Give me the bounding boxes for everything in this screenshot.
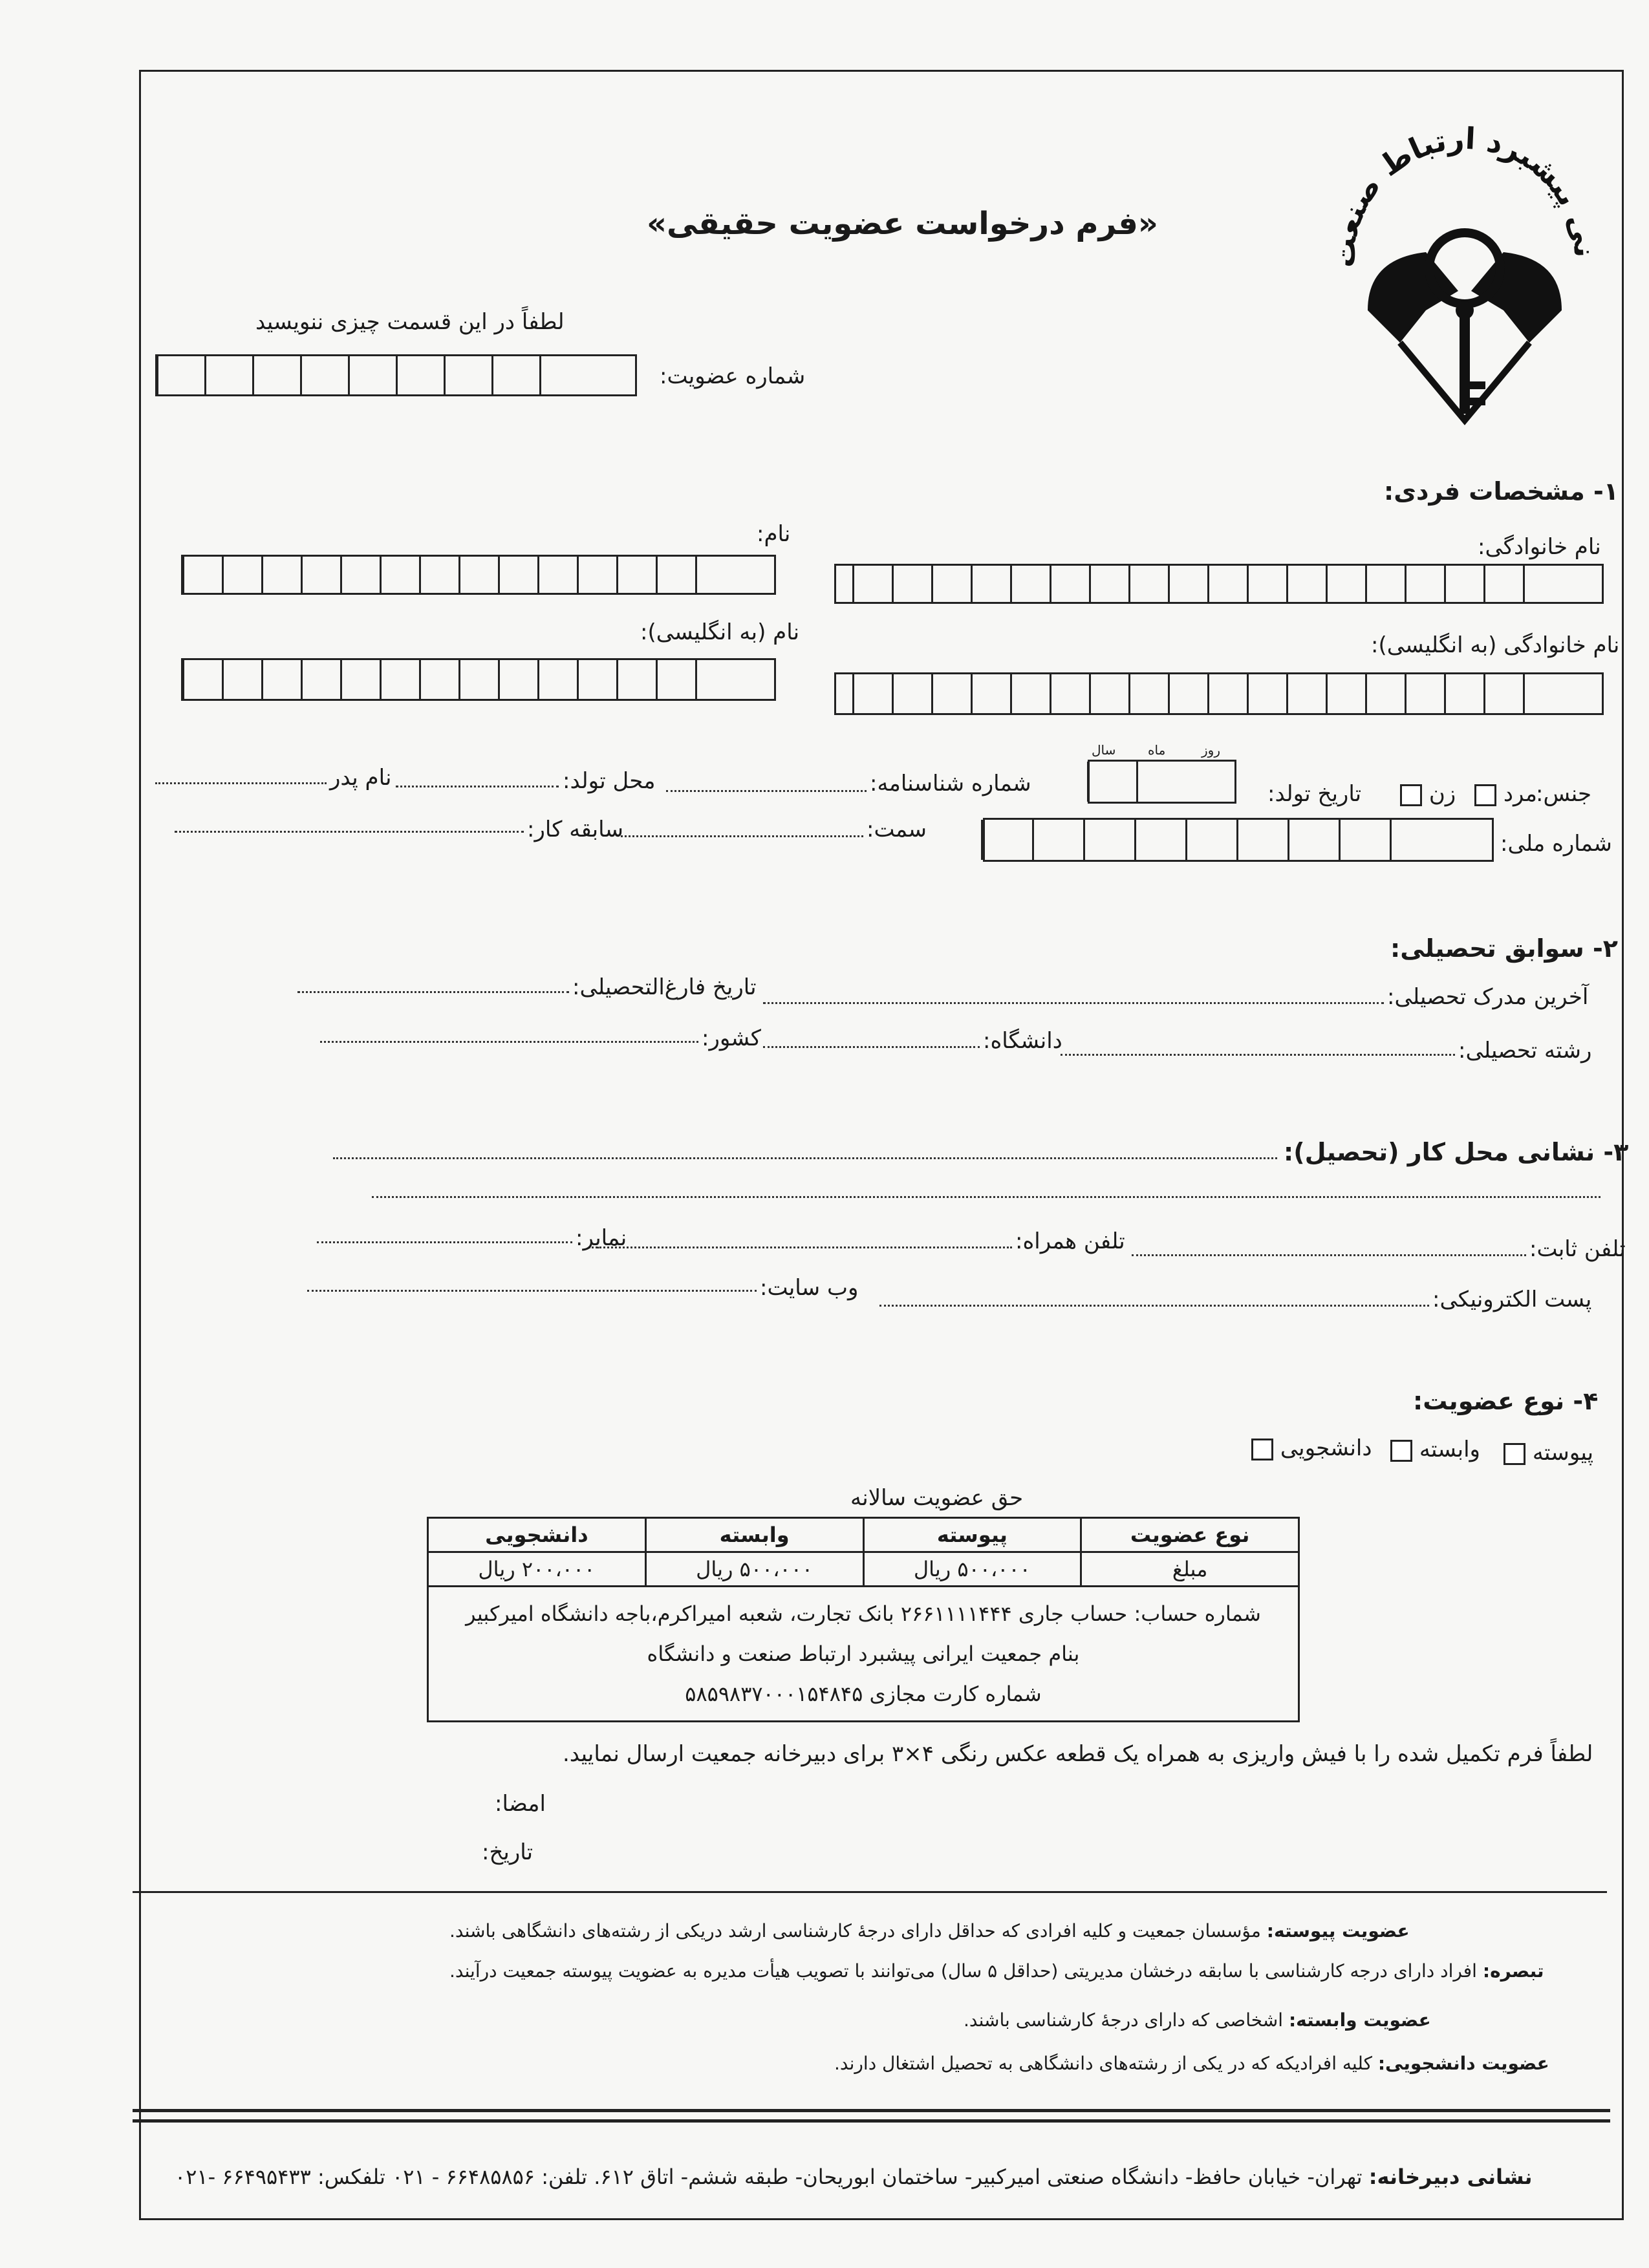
definition-text: مؤسسان جمعیت و کلیه افرادی که حداقل دارای درجهٔ کارشناسی ارشد دریکی از رشته‌های دانشگاهی باشند. xyxy=(449,1920,1261,1942)
address-line1[interactable] xyxy=(333,1157,1277,1159)
footer-divider-1 xyxy=(133,2109,1610,2112)
header-full: پیوسته xyxy=(863,1518,1081,1552)
assoc-member-checkbox[interactable] xyxy=(1390,1440,1412,1462)
svg-text:جمعیت ایرانی پیشبرد ارتباط صنع: نی پیشبرد ارتباط صنعت xyxy=(1329,120,1600,269)
footer-label: نشانی دبیرخانه: xyxy=(1368,2165,1533,2189)
definition-note xyxy=(449,1960,1544,1982)
definition-term: عضویت دانشجویی: xyxy=(1377,2053,1549,2074)
last-name-en-boxes[interactable] xyxy=(834,672,1604,715)
section4-title: ۴- نوع عضویت: xyxy=(1413,1387,1599,1415)
gender-label: جنس: xyxy=(1536,781,1592,807)
definition-text: اشخاصی که دارای درجهٔ کارشناسی باشند. xyxy=(964,2009,1284,2031)
header-membership-type: نوع عضویت xyxy=(1081,1518,1299,1552)
mobile-label: تلفن همراه: xyxy=(1015,1228,1125,1254)
email-field[interactable] xyxy=(879,1305,1429,1307)
definition-term: عضویت وابسته: xyxy=(1288,2009,1431,2031)
definition-full xyxy=(449,1920,1410,1942)
fax-label: نمابر: xyxy=(576,1225,627,1251)
fee-caption: حق عضویت سالانه xyxy=(850,1485,1024,1511)
header-assoc: وابسته xyxy=(645,1518,863,1552)
female-label: زن xyxy=(1428,781,1456,807)
website-label: وب سایت: xyxy=(760,1275,859,1301)
university-label: دانشگاه: xyxy=(983,1028,1062,1054)
year-label: سال xyxy=(1092,742,1116,758)
submission-note: لطفاً فرم تکمیل شده را با فیش واریزی به همراه یک قطعه عکس رنگی ۴×۳ برای دبیرخانه جمعیت ارسال نمایید. xyxy=(563,1741,1593,1767)
definition-text: افراد دارای درجه کارشناسی با سابقه درخشان مدیریتی (حداقل ۵ سال) می‌توانند با تصویب هیأت مدیره به عضویت پیوسته جمعیت درآیند. xyxy=(449,1960,1477,1982)
fee-table xyxy=(427,1517,1300,1722)
work-history-label: سابقه کار: xyxy=(527,817,623,842)
university-field[interactable] xyxy=(763,1046,980,1048)
account-line2: بنام جمعیت ایرانی پیشبرد ارتباط صنعت و دانشگاه xyxy=(647,1642,1080,1666)
last-degree-field[interactable] xyxy=(763,1002,1384,1004)
first-name-en-label: نام (به انگلیسی): xyxy=(640,619,800,645)
account-line3: شماره کارت مجازی ۵۸۵۹۸۳۷۰۰۰۱۵۴۸۴۵ xyxy=(685,1682,1042,1706)
membership-no-boxes[interactable] xyxy=(155,354,637,396)
male-checkbox[interactable] xyxy=(1474,784,1496,806)
student-member-label: دانشجویی xyxy=(1280,1435,1372,1461)
student-member-checkbox[interactable] xyxy=(1251,1439,1273,1460)
female-option[interactable] xyxy=(1400,781,1456,807)
email-label: پست الکترونیکی: xyxy=(1432,1287,1592,1312)
definition-student xyxy=(834,2053,1549,2074)
field-field[interactable] xyxy=(1061,1054,1455,1056)
fax-field[interactable] xyxy=(317,1241,572,1243)
section2-title: ۲- سوابق تحصیلی: xyxy=(1390,934,1618,963)
field-label: رشته تحصیلی: xyxy=(1458,1038,1592,1064)
date-label: تاریخ: xyxy=(482,1839,534,1865)
definition-text: کلیه افرادیکه که در یکی از رشته‌های دانشگاهی به تحصیل اشتغال دارند. xyxy=(834,2053,1372,2074)
full-member-label: پیوسته xyxy=(1532,1440,1594,1466)
first-name-en-boxes[interactable] xyxy=(181,658,776,701)
divider xyxy=(133,1891,1607,1893)
last-degree-label: آخرین مدرک تحصیلی: xyxy=(1387,984,1589,1010)
id-no-label: شماره شناسنامه: xyxy=(870,771,1031,797)
assoc-member-label: وابسته xyxy=(1419,1437,1480,1462)
birth-place-label: محل تولد: xyxy=(563,768,656,794)
phone-label: تلفن ثابت: xyxy=(1529,1236,1626,1262)
table-row xyxy=(428,1518,1299,1552)
first-name-boxes[interactable] xyxy=(181,555,776,595)
work-history-field[interactable] xyxy=(175,831,524,833)
org-logo xyxy=(1329,97,1600,433)
national-id-label: شماره ملی: xyxy=(1500,831,1612,857)
last-name-boxes[interactable] xyxy=(834,564,1604,604)
father-name-field[interactable] xyxy=(155,782,327,784)
account-info xyxy=(428,1587,1299,1722)
male-label: مرد xyxy=(1503,781,1537,807)
id-no-field[interactable] xyxy=(666,790,867,792)
fee-assoc: ۵۰۰،۰۰۰ ریال xyxy=(645,1552,863,1587)
row-label: مبلغ xyxy=(1081,1552,1299,1587)
student-member-option[interactable] xyxy=(1251,1435,1372,1461)
full-member-option[interactable] xyxy=(1503,1440,1593,1466)
first-name-label: نام: xyxy=(757,521,791,547)
father-name-label: نام پدر xyxy=(330,765,392,791)
birth-date-label: تاریخ تولد: xyxy=(1267,781,1362,807)
office-note: لطفاً در این قسمت چیزی ننویسید xyxy=(255,309,565,335)
footer-divider-2 xyxy=(133,2119,1610,2123)
footer-address xyxy=(175,2165,1533,2189)
signature-label: امضا: xyxy=(495,1791,546,1817)
grad-date-label: تاریخ فارغ‌التحصیلی: xyxy=(572,974,757,1000)
table-row xyxy=(428,1552,1299,1587)
mobile-field[interactable] xyxy=(588,1246,1012,1248)
position-label: سمت: xyxy=(867,817,927,842)
month-label: ماه xyxy=(1148,742,1166,758)
account-line1: شماره حساب: حساب جاری ۲۶۶۱۱۱۱۴۴۴ بانک تجارت، شعبه امیراکرم،باجه دانشگاه امیرکبیر xyxy=(466,1601,1261,1626)
section1-title: ۱- مشخصات فردی: xyxy=(1384,477,1619,506)
table-row xyxy=(428,1587,1299,1722)
country-label: کشور: xyxy=(702,1025,761,1051)
birth-place-field[interactable] xyxy=(396,786,559,787)
definition-term: تبصره: xyxy=(1482,1960,1544,1982)
phone-field[interactable] xyxy=(1132,1254,1526,1256)
definition-term: عضویت پیوسته: xyxy=(1266,1920,1410,1942)
day-label: روز xyxy=(1202,742,1220,758)
male-option[interactable] xyxy=(1474,781,1537,807)
section3-title: ۳- نشانی محل کار (تحصیل): xyxy=(1284,1138,1629,1166)
membership-no-label: شماره عضویت: xyxy=(660,363,806,389)
definition-assoc xyxy=(964,2009,1431,2031)
birth-date-boxes[interactable] xyxy=(1088,760,1236,804)
country-field[interactable] xyxy=(320,1041,698,1043)
national-id-boxes[interactable] xyxy=(983,818,1494,862)
address-line2[interactable] xyxy=(372,1196,1600,1198)
full-member-checkbox[interactable] xyxy=(1503,1443,1525,1465)
website-field[interactable] xyxy=(307,1290,757,1292)
grad-date-field[interactable] xyxy=(297,991,569,993)
last-name-label: نام خانوادگی: xyxy=(1478,534,1601,560)
footer-text: تهران- خیابان حافظ- دانشگاه صنعتی امیرکبیر- ساختمان ابوریحان- طبقه ششم- اتاق ۶۱۲. تلفن: ۶۶۴۸۵۸۵۶ - ۰۲۱ تلفکس: ۶۶۴۹۵۴۳۳ -۰۲۱ xyxy=(175,2165,1363,2189)
assoc-member-option[interactable] xyxy=(1390,1437,1480,1462)
last-name-en-label: نام خانوادگی (به انگلیسی): xyxy=(1371,632,1620,658)
position-field[interactable] xyxy=(621,835,863,837)
header-student: دانشجویی xyxy=(428,1518,646,1552)
fee-full: ۵۰۰،۰۰۰ ریال xyxy=(863,1552,1081,1587)
fee-student: ۲۰۰،۰۰۰ ریال xyxy=(428,1552,646,1587)
female-checkbox[interactable] xyxy=(1400,784,1422,806)
form-title: «فرم درخواست عضویت حقیقی» xyxy=(647,206,1158,242)
